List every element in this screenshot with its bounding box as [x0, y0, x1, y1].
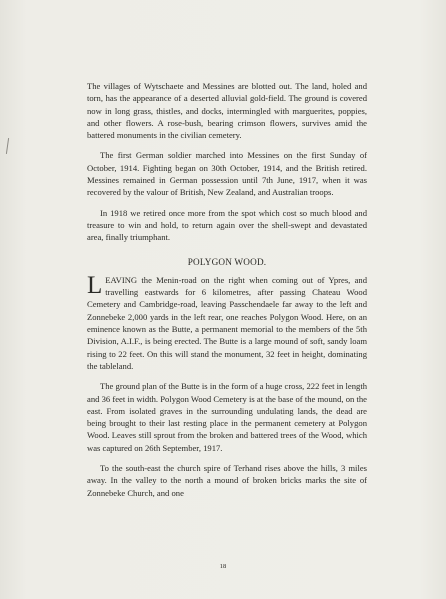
body-text — [87, 80, 367, 507]
margin-pencil-mark — [6, 138, 9, 154]
paragraph-villages: The villages of Wytschaete and Messines are blotted out. The land, holed and torn, has the appearance of a deserted alluvial gold-field. The ground is covered now in long grass, thistles, and docks, intermingled with marguerites, poppies, and other flowers. A rose-bush, bearing crimson flowers, survives amid the battered monuments in the civilian cemetery. — [87, 81, 367, 141]
paragraph-leaving-menin-road — [87, 271, 367, 372]
paragraph-butte-plan: The ground plan of the Butte is in the form of a huge cross, 222 feet in length and 36 feet in width. Polygon Wood Cemetery is at the base of the mound, on the east. From isolated graves in the surrounding undulating lands, the dead are being brought to their last resting place in the permanent cemetery at Polygon Wood. Leaves still sprout from the broken and battered trees of the Wood, which was captured on 26th September, 1917. — [87, 381, 367, 453]
section-heading: POLYGON WOOD. — [187, 256, 267, 267]
paragraph-terhand-view: To the south-east the church spire of Terhand rises above the hills, 3 miles away. In the valley to the north a mound of broken bricks marks the site of Zonnebeke Church, and one — [87, 463, 367, 498]
paragraph-leaving-text: EAVING the Menin-road on the right when coming out of Ypres, and travelling eastwards for 6 kilometres, after passing Chateau Wood Cemetery and Cambridge-road, leaving Passchendaele far away to the left and Zonnebeke 2,000 yards in the left rear, one reaches Polygon Wood. Here, on an eminence known as the Butte, a permanent memorial to the members of the 5th Division, A.I.F., is being erected. The Butte is a large mound of soft, sandy loam rising to 22 feet. On this will stand the monument, 32 feet in height, dominating the tableland. — [87, 274, 367, 371]
drop-cap: L — [87, 271, 103, 299]
paragraph-messines-history: The first German soldier marched into Messines on the first Sunday of October, 1914. Fighting began on 30th October, 1914, and the British retired. Messines remained in German possession until 7th June, 1917, when it was recovered by the valour of British, New Zealand, and Australian troops. — [87, 150, 367, 198]
page-number: 18 — [219, 563, 227, 570]
paragraph-1918-retreat: In 1918 we retired once more from the spot which cost so much blood and treasure to win and hold, to return again over the shell-swept and devastated area, finally triumphant. — [87, 207, 367, 243]
